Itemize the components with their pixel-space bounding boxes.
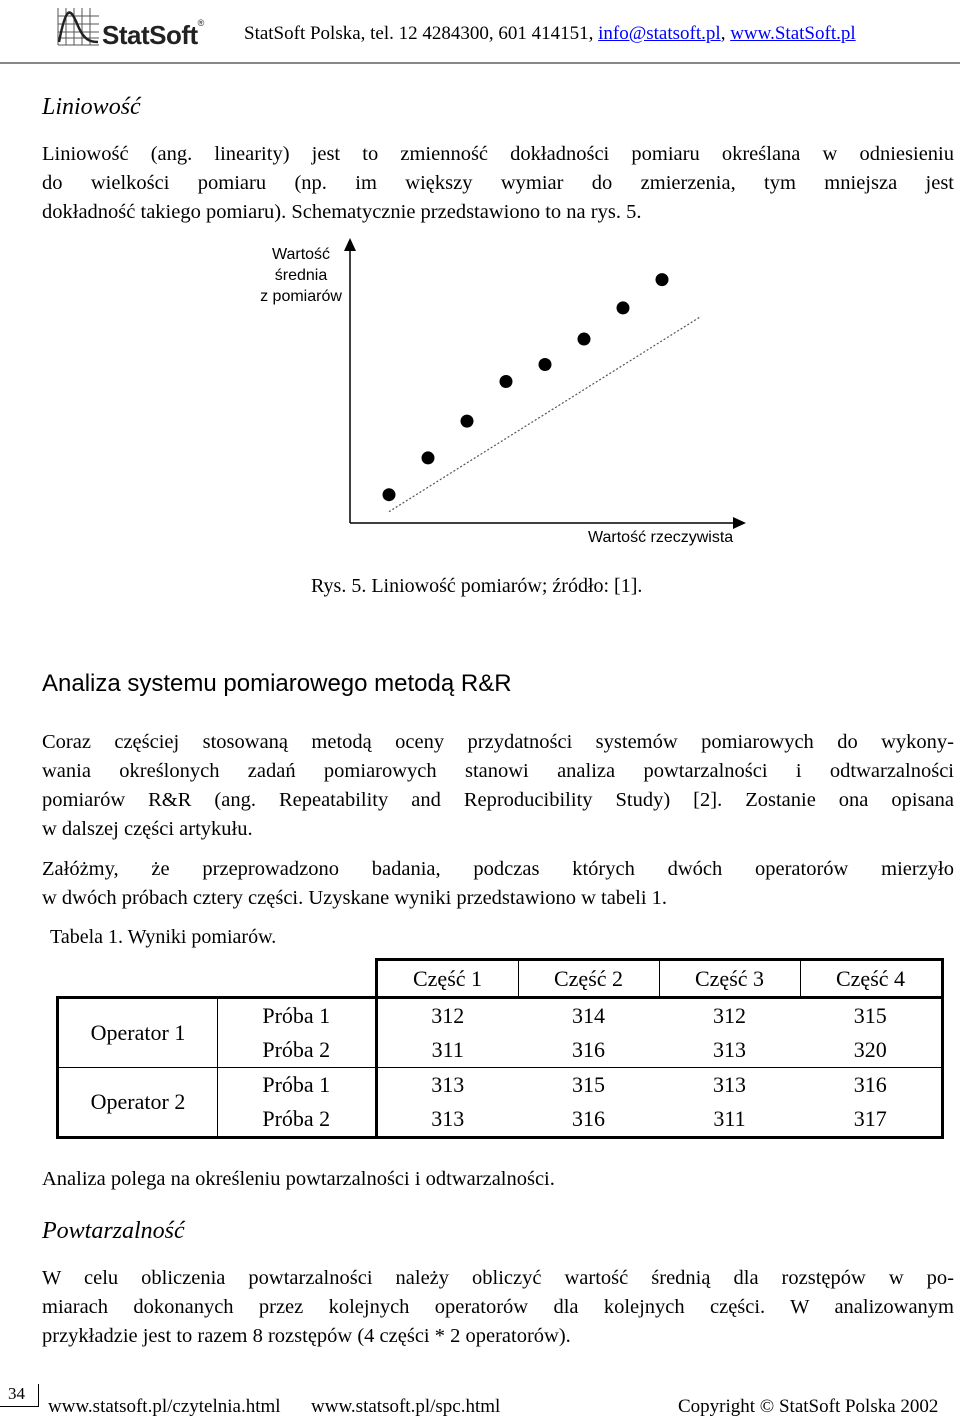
data-point — [656, 273, 669, 286]
value-cell: 312 — [713, 1002, 746, 1028]
text-line: Załóżmy, że przeprowadzono badania, podczas których dwóch operatorów mierzyło — [42, 858, 954, 880]
table-header-row — [58, 960, 943, 998]
footer-link-spc[interactable]: www.statsoft.pl/spc.html — [311, 1396, 501, 1417]
header-divider — [0, 62, 960, 64]
data-point — [539, 358, 552, 371]
operator-cell: Operator 1 — [58, 998, 218, 1068]
data-point — [422, 451, 435, 464]
linearity-chart — [330, 236, 750, 532]
text-line: W celu obliczenia powtarzalności należy obliczyć wartość średnią dla rozstępów w po- — [42, 1267, 954, 1289]
column-header: Część 1 — [376, 960, 518, 998]
statsoft-logo-icon — [56, 4, 100, 46]
table-row — [58, 1068, 943, 1103]
paragraph-repeatability — [42, 1264, 954, 1351]
text-line: Liniowość (ang. linearity) jest to zmienność dokładności pomiaru określana w odniesieniu — [42, 143, 954, 165]
header-separator: , — [720, 23, 731, 44]
trial-cell: Próba 1 — [218, 1068, 377, 1103]
value-cell: 313 — [431, 1072, 465, 1098]
results-table — [56, 958, 944, 1139]
value-cell: 311 — [376, 1033, 518, 1068]
value-cell: 315 — [800, 998, 942, 1033]
reference-line — [389, 316, 701, 511]
logo-wordmark: StatSoft — [102, 20, 198, 50]
value-cell: 313 — [376, 1103, 518, 1138]
table-corner-cell — [58, 960, 218, 998]
column-header: Część 2 — [518, 960, 659, 998]
heading-rr-analysis: Analiza systemu pomiarowego metodą R&R — [42, 670, 512, 697]
text-line: w dwóch próbach cztery części. Uzyskane wyniki przedstawiono w tabeli 1. — [42, 887, 668, 909]
paragraph-linearity — [42, 140, 954, 227]
table-corner-cell — [218, 960, 377, 998]
value-cell: 313 — [713, 1072, 746, 1098]
value-cell: 313 — [659, 1033, 800, 1068]
text-line: Coraz częściej stosowaną metodą oceny przydatności systemów pomiarowych do wykony- — [42, 731, 954, 753]
data-point — [617, 301, 630, 314]
text-line: w dalszej części artykułu. — [42, 818, 253, 840]
footer-link-czytelnia[interactable]: www.statsoft.pl/czytelnia.html — [48, 1396, 281, 1417]
data-point — [578, 333, 591, 346]
paragraph-rr-assumption — [42, 855, 954, 913]
value-cell: 320 — [800, 1033, 942, 1068]
text-line: przykładzie jest to razem 8 rozstępów (4 części * 2 operatorów). — [42, 1325, 571, 1347]
y-label-line: średnia — [274, 267, 328, 284]
trial-cell: Próba 2 — [218, 1103, 377, 1138]
value-cell: 316 — [518, 1033, 659, 1068]
data-point — [500, 375, 513, 388]
registered-mark: ® — [197, 18, 204, 28]
trial-cell: Próba 1 — [218, 998, 377, 1033]
email-link[interactable]: info@statsoft.pl — [598, 23, 721, 44]
paragraph-rr-intro — [42, 728, 954, 844]
x-axis-arrow — [733, 517, 746, 529]
figure-x-axis-label: Wartość rzeczywista — [588, 529, 734, 546]
table-row — [58, 998, 943, 1033]
data-point — [383, 488, 396, 501]
column-header: Część 3 — [659, 960, 800, 998]
value-cell: 316 — [800, 1068, 942, 1103]
value-cell: 315 — [572, 1072, 605, 1098]
column-header: Część 4 — [800, 960, 942, 998]
y-label-line: z pomiarów — [260, 288, 342, 305]
heading-linearity: Liniowość — [42, 94, 141, 120]
header-company: StatSoft Polska, tel. 12 4284300, 601 414151, — [244, 23, 599, 44]
text-line: wania określonych zadań pomiarowych stanowi analiza powtarzalności i odtwarzalności — [42, 760, 954, 782]
data-point — [461, 415, 474, 428]
table-caption: Tabela 1. Wyniki pomiarów. — [50, 926, 277, 948]
y-axis-arrow — [344, 238, 356, 251]
website-link[interactable]: www.StatSoft.pl — [730, 23, 856, 44]
value-cell: 311 — [659, 1103, 800, 1138]
page-number: 34 — [8, 1384, 25, 1403]
header-contact — [244, 23, 856, 45]
operator-cell: Operator 2 — [58, 1068, 218, 1138]
value-cell: 312 — [431, 1002, 465, 1028]
text-line: do wielkości pomiaru (np. im większy wymiar do zmierzenia, tym mniejsza jest — [42, 172, 954, 194]
heading-repeatability: Powtarzalność — [42, 1218, 185, 1244]
y-label-line: Wartość — [271, 246, 331, 263]
chart-plot-area — [344, 238, 746, 529]
value-cell: 314 — [572, 1002, 605, 1028]
trial-cell: Próba 2 — [218, 1033, 377, 1068]
value-cell: 316 — [518, 1103, 659, 1138]
text-line: pomiarów R&R (ang. Repeatability and Reproducibility Study) [2]. Zostanie ona opisana — [42, 789, 954, 811]
paragraph-analysis-summary: Analiza polega na określeniu powtarzalności i odtwarzalności. — [42, 1168, 555, 1190]
statsoft-logo — [56, 4, 232, 48]
figure-caption: Rys. 5. Liniowość pomiarów; źródło: [1]. — [311, 575, 643, 597]
text-line: dokładność takiego pomiaru). Schematycznie przedstawiono to na rys. 5. — [42, 201, 642, 223]
value-cell: 317 — [800, 1103, 942, 1138]
text-line: miarach dokonanych przez kolejnych operatorów dla kolejnych części. W analizowanym — [42, 1296, 954, 1318]
footer-copyright: Copyright © StatSoft Polska 2002 — [678, 1396, 939, 1417]
